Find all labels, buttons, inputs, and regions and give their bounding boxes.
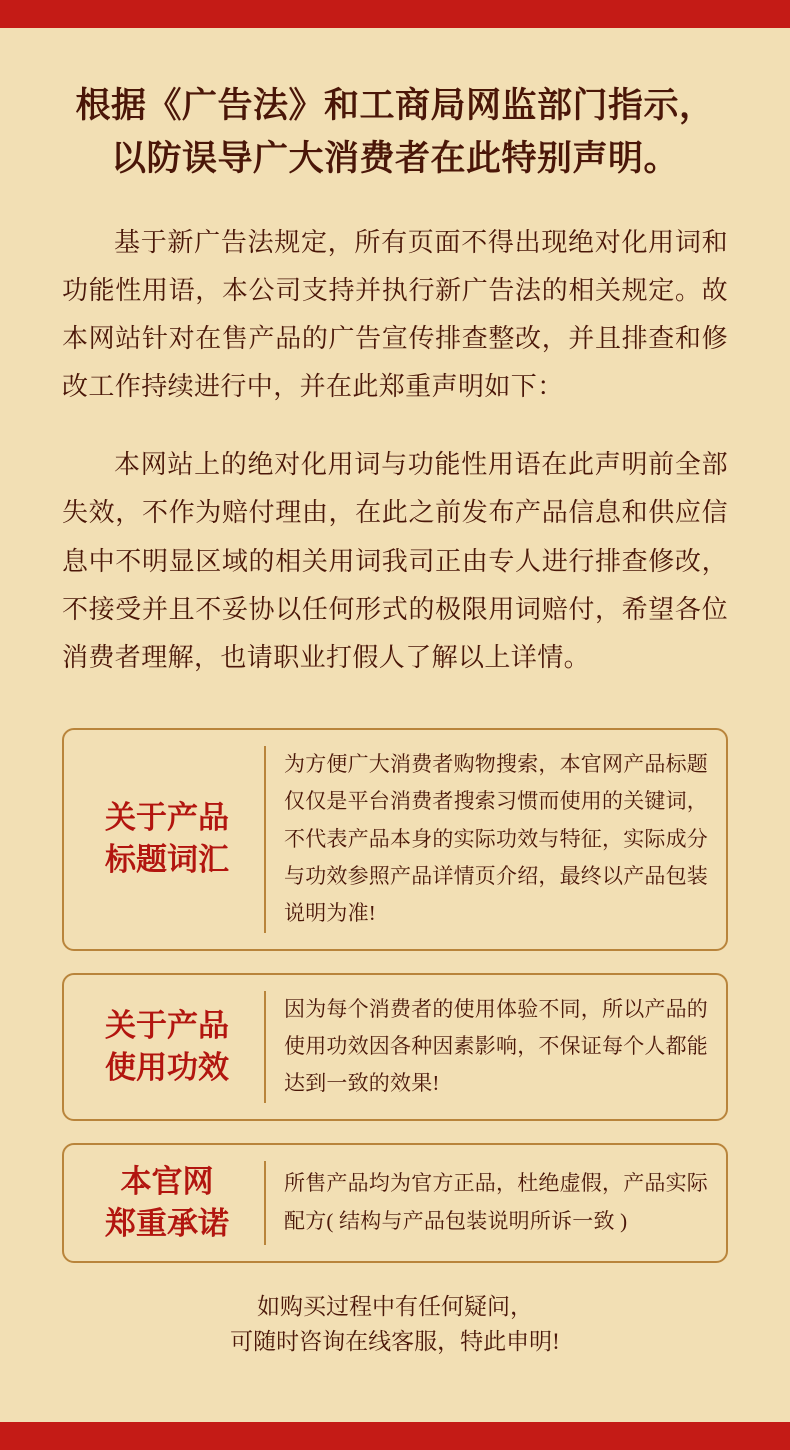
statement-card	[62, 973, 728, 1121]
bottom-color-band	[0, 1422, 790, 1450]
card-body	[266, 746, 708, 933]
statement-card	[62, 728, 728, 951]
card-body	[266, 991, 708, 1103]
footer-note	[62, 1289, 728, 1360]
card-title-line-1: 关于产品	[105, 1007, 229, 1043]
card-body-text: 因为每个消费者的使用体验不同，所以产品的使用功效因各种因素影响，不保证每个人都能达到一致的效果!	[284, 996, 708, 1096]
card-title-line-2: 标题词汇	[105, 842, 229, 878]
statement-paragraph-2: 本网站上的绝对化用词与功能性用语在此声明前全部失效，不作为赔付理由，在此之前发布产品信息和供应信息中不明显区域的相关用词我司正由专人进行排查修改，不接受并且不妥协以任何形式的极限用词赔付，希望各位消费者理解，也请职业打假人了解以上详情。	[62, 450, 728, 672]
statement-card-list	[62, 728, 728, 1263]
card-body-text: 所售产品均为官方正品，杜绝虚假，产品实际配方( 结构与产品包装说明所诉一致 )	[284, 1171, 708, 1233]
top-color-band	[0, 0, 790, 28]
card-title-line-1: 关于产品	[105, 800, 229, 836]
card-body-text: 为方便广大消费者购物搜索，本官网产品标题仅仅是平台消费者搜索习惯而使用的关键词，不代表产品本身的实际功效与特征，实际成分与功效参照产品详情页介绍，最终以产品包装说明为准!	[284, 751, 708, 926]
content-panel	[0, 28, 790, 1422]
card-title	[82, 1161, 266, 1245]
statement-card	[62, 1143, 728, 1263]
page-title-line-1: 根据《广告法》和工商局网监部门指示，	[75, 86, 715, 125]
statement-paragraph-1: 基于新广告法规定，所有页面不得出现绝对化用词和功能性用语，本公司支持并执行新广告法的相关规定。故本网站针对在售产品的广告宣传排查整改，并且排查和修改工作持续进行中，并在此郑重声明如下：	[62, 228, 728, 402]
footer-note-line-2: 可随时咨询在线客服，特此申明!	[230, 1329, 560, 1355]
card-title	[82, 991, 266, 1103]
card-title	[82, 746, 266, 933]
card-body	[266, 1161, 708, 1245]
page-title	[62, 28, 728, 185]
footer-note-line-1: 如购买过程中有任何疑问，	[257, 1293, 533, 1319]
card-title-line-2: 使用功效	[105, 1049, 229, 1085]
page-title-line-2: 以防误导广大消费者在此特别声明。	[110, 138, 679, 178]
card-title-line-2: 郑重承诺	[105, 1205, 229, 1241]
card-title-line-1: 本官网	[120, 1163, 214, 1199]
